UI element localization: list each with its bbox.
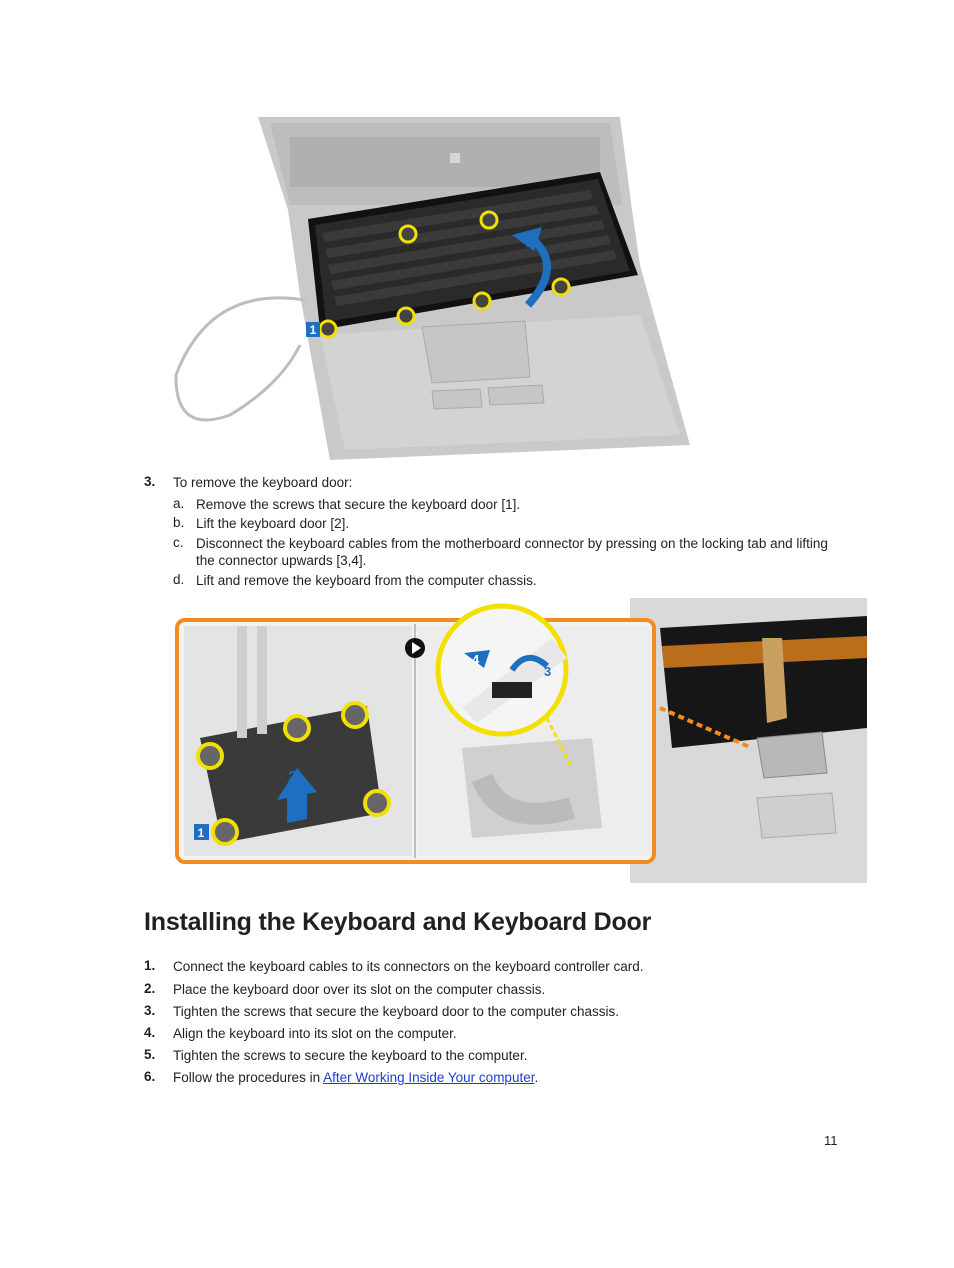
install-step-6-text: [173, 1069, 853, 1086]
callout-2: 2: [526, 234, 535, 251]
substep-c-text: Disconnect the keyboard cables from the motherboard connector by pressing on the locking tab and lifting the connector upwards [3,4].: [196, 536, 828, 568]
page-number: 11: [824, 1133, 838, 1148]
install-step-6-suffix: .: [534, 1070, 539, 1085]
substep-c-letter: c.: [173, 535, 184, 550]
callout-3: 3: [544, 664, 552, 679]
callout-1: 1: [309, 323, 317, 337]
keyboard-door-figure: [172, 598, 867, 883]
callout-1-door: 1: [197, 826, 205, 840]
install-step-1-text: Connect the keyboard cables to its connectors on the keyboard controller card.: [173, 959, 644, 974]
keyboard-removal-figure: [170, 115, 700, 465]
section-heading: Installing the Keyboard and Keyboard Door: [144, 908, 652, 936]
substep-a-letter: a.: [173, 496, 185, 511]
callout-2-door: 2: [288, 769, 297, 786]
install-step-2-text: Place the keyboard door over its slot on the computer chassis.: [173, 982, 546, 997]
install-step-6-number: 6.: [144, 1069, 156, 1084]
substep-d-text: Lift and remove the keyboard from the computer chassis.: [196, 573, 537, 588]
substep-b-text: Lift the keyboard door [2].: [196, 516, 350, 531]
substep-a-text: Remove the screws that secure the keyboard door [1].: [196, 497, 521, 512]
substep-d-letter: d.: [173, 572, 185, 587]
after-working-inside-link[interactable]: After Working Inside Your computer: [323, 1070, 535, 1085]
install-step-2-number: 2.: [144, 981, 156, 996]
install-step-3-text: Tighten the screws that secure the keyboard door to the computer chassis.: [173, 1004, 619, 1019]
step-3-number: 3.: [144, 474, 156, 489]
substep-b-letter: b.: [173, 515, 185, 530]
step-3-text: To remove the keyboard door:: [173, 475, 353, 490]
install-step-1-number: 1.: [144, 958, 156, 973]
install-step-5-number: 5.: [144, 1047, 156, 1062]
install-step-6-prefix: Follow the procedures in: [173, 1070, 324, 1085]
install-step-4-number: 4.: [144, 1025, 156, 1040]
install-step-3-number: 3.: [144, 1003, 156, 1018]
install-step-4-text: Align the keyboard into its slot on the computer.: [173, 1026, 457, 1041]
install-step-5-text: Tighten the screws to secure the keyboard to the computer.: [173, 1048, 528, 1063]
callout-4: 4: [472, 652, 480, 667]
